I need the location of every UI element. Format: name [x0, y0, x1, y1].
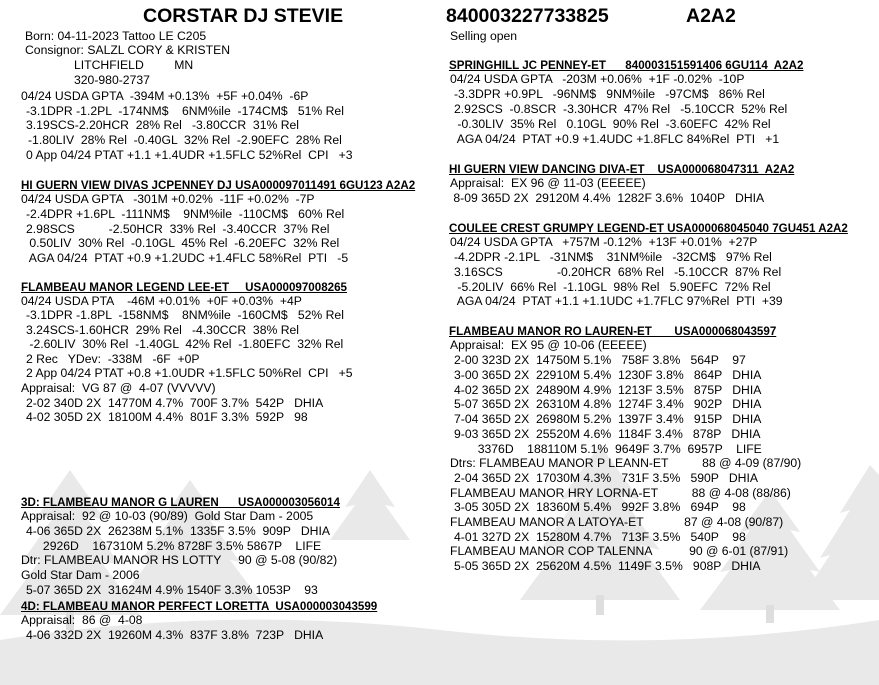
animal-data-line: 04/24 USDA GPTA -394M +0.13% +5F +0.04% -6P	[21, 89, 309, 103]
birth-info: Born: 04-11-2023 Tattoo LE C205	[25, 29, 207, 43]
third-dam-data-line: 2926D 167310M 5.2% 8728F 3.5% 5867P LIFE	[26, 539, 322, 553]
sire-data-line: AGA 04/24 PTAT +0.9 +1.2UDC +1.4FLC 58%Rel PTI -5	[26, 251, 349, 265]
mgs-data-line: 04/24 USDA GPTA -203M +0.06% +1F -0.02% -10P	[450, 72, 745, 86]
sire-data-line: 0.50LIV 30% Rel -0.10GL 45% Rel -6.20EFC 32% Rel	[26, 236, 340, 250]
mggs-data-line: -5.20LIV 66% Rel -1.10GL 98% Rel 5.90EFC 72% Rel	[454, 280, 771, 294]
third-dam-data-line: 5-07 365D 2X 31624M 4.9% 1540F 3.3% 1053P 93	[26, 583, 318, 597]
dam-data-line: 2 App 04/24 PTAT +0.8 +1.0UDR +1.5FLC 50%Rel CPI +5	[26, 366, 353, 380]
mggd-data-line: 9-03 365D 2X 25520M 4.6% 1184F 3.4% 878P DHIA	[454, 427, 761, 441]
mggd-data-line: Appraisal: EX 95 @ 10-06 (EEEEE)	[450, 338, 647, 352]
mggd-data-line: 3-05 305D 2X 18360M 5.4% 992F 3.8% 694P 98	[454, 500, 746, 514]
mgd-data-line: 8-09 365D 2X 29120M 4.4% 1282F 3.6% 1040P DHIA	[450, 191, 765, 205]
mggd-data-line: 5-07 365D 2X 26310M 4.8% 1274F 3.4% 902P DHIA	[454, 397, 762, 411]
fourth-dam-data-line: Appraisal: 86 @ 4-08	[21, 613, 143, 627]
selling-status: Selling open	[450, 29, 518, 43]
animal-data-line: 0 App 04/24 PTAT +1.1 +1.4UDR +1.5FLC 52%Rel CPI +3	[26, 148, 353, 162]
fourth-dam-heading: 4D: FLAMBEAU MANOR PERFECT LORETTA USA000003043599	[21, 600, 378, 613]
sire-data-line: 2.98SCS -2.50HCR 33% Rel -3.40CCR 37% Rel	[26, 222, 330, 236]
beta-casein-grade: A2A2	[686, 5, 736, 27]
mggd-data-line: 5-05 365D 2X 25620M 4.5% 1149F 3.5% 908P DHIA	[454, 559, 761, 573]
mgd-heading: HI GUERN VIEW DANCING DIVA-ET USA000068047311 A2A2	[449, 163, 795, 176]
mggs-data-line: AGA 04/24 PTAT +1.1 +1.1UDC +1.7FLC 97%Rel PTI +39	[454, 294, 783, 308]
dam-data-line: 2 Rec YDev: -338M -6F +0P	[26, 352, 200, 366]
mggs-data-line: 04/24 USDA GPTA +757M -0.12% +13F +0.01% +27P	[450, 235, 758, 249]
mggd-data-line: 4-02 365D 2X 24890M 4.9% 1213F 3.5% 875P DHIA	[454, 383, 762, 397]
animal-data-line: -3.1DPR -1.2PL -174NM$ 6NM%ile -174CM$ 51% Rel	[26, 104, 344, 118]
dam-data-line: 2-02 340D 2X 14770M 4.7% 700F 3.7% 542P DHIA	[26, 396, 324, 410]
third-dam-heading: 3D: FLAMBEAU MANOR G LAUREN USA000003056014	[21, 496, 340, 509]
mggd-data-line: 2-00 323D 2X 14750M 5.1% 758F 3.8% 564P 97	[454, 353, 746, 367]
mggd-data-line: 2-04 365D 2X 17030M 4.3% 731F 3.5% 590P DHIA	[454, 471, 758, 485]
third-dam-data-line: Dtr: FLAMBEAU MANOR HS LOTTY 90 @ 5-08 (90/82)	[21, 553, 338, 567]
mgs-data-line: 2.92SCS -0.8SCR -3.30HCR 47% Rel -5.10CCR 52% Rel	[454, 102, 788, 116]
dam-data-line: 3.24SCS-1.60HCR 29% Rel -4.30CCR 38% Rel	[26, 323, 299, 337]
mggd-data-line: 3376D 188110M 5.1% 9649F 3.7% 6957P LIFE	[454, 442, 762, 456]
animal-data-line: 3.19SCS-2.20HCR 28% Rel -3.80CCR 31% Rel	[26, 118, 299, 132]
dam-data-line: -2.60LIV 30% Rel -1.40GL 42% Rel -1.80EFC 32% Rel	[26, 337, 344, 351]
consignor-phone: 320-980-2737	[74, 73, 150, 87]
dam-heading: FLAMBEAU MANOR LEGEND LEE-ET USA000097008265	[21, 281, 347, 294]
dam-data-line: -3.1DPR -1.8PL -158NM$ 8NM%ile -160CM$ 52% Rel	[26, 308, 344, 322]
mgs-heading: SPRINGHILL JC PENNEY-ET 840003151591406 6GU114 A2A2	[449, 59, 804, 72]
mggd-heading: FLAMBEAU MANOR RO LAUREN-ET USA000068043597	[449, 325, 777, 338]
mggd-data-line: FLAMBEAU MANOR HRY LORNA-ET 88 @ 4-08 (88/86)	[450, 486, 791, 500]
registration-number: 840003227733825	[446, 5, 609, 27]
consignor-location: LITCHFIELD MN	[74, 58, 194, 72]
consignor-name: Consignor: SALZL CORY & KRISTEN	[25, 43, 231, 57]
mgs-data-line: -0.30LIV 35% Rel 0.10GL 90% Rel -3.60EFC 42% Rel	[454, 117, 771, 131]
mggs-heading: COULEE CREST GRUMPY LEGEND-ET USA000068045040 7GU451 A2A2	[449, 222, 848, 235]
mggd-data-line: 3-00 365D 2X 22910M 5.4% 1230F 3.8% 864P DHIA	[454, 368, 762, 382]
third-dam-data-line: Gold Star Dam - 2006	[21, 568, 140, 582]
mgs-data-line: -3.3DPR +0.9PL -96NM$ 9NM%ile -97CM$ 86% Rel	[454, 87, 765, 101]
mggd-data-line: FLAMBEAU MANOR COP TALENNA 90 @ 6-01 (87/91)	[450, 544, 789, 558]
mggd-data-line: FLAMBEAU MANOR A LATOYA-ET 87 @ 4-08 (90/87)	[450, 515, 784, 529]
mggd-data-line: 7-04 365D 2X 26980M 5.2% 1397F 3.4% 915P DHIA	[454, 412, 762, 426]
dam-data-line: 4-02 305D 2X 18100M 4.4% 801F 3.3% 592P 98	[26, 410, 308, 424]
mggs-data-line: -4.2DPR -2.1PL -31NM$ 31NM%ile -32CM$ 97% Rel	[454, 250, 772, 264]
dam-data-line: 04/24 USDA PTA -46M +0.01% +0F +0.03% +4P	[21, 294, 302, 308]
mgd-data-line: Appraisal: EX 96 @ 11-03 (EEEEE)	[450, 176, 646, 190]
mggd-data-line: 4-01 327D 2X 15280M 4.7% 713F 3.5% 540P 98	[454, 530, 746, 544]
third-dam-data-line: Appraisal: 92 @ 10-03 (90/89) Gold Star Dam - 2005	[21, 509, 314, 523]
dam-data-line: Appraisal: VG 87 @ 4-07 (VVVVV)	[21, 381, 216, 395]
animal-name: CORSTAR DJ STEVIE	[143, 5, 344, 27]
mggd-data-line: Dtrs: FLAMBEAU MANOR P LEANN-ET 88 @ 4-09 (87/90)	[450, 456, 802, 470]
fourth-dam-data-line: 4-06 332D 2X 19260M 4.3% 837F 3.8% 723P DHIA	[26, 628, 324, 642]
sire-data-line: -2.4DPR +1.6PL -111NM$ 9NM%ile -110CM$ 60% Rel	[26, 207, 345, 221]
sire-heading: HI GUERN VIEW DIVAS JCPENNEY DJ USA000097011491 6GU123 A2A2	[21, 179, 416, 192]
sire-data-line: 04/24 USDA GPTA -301M +0.02% -11F +0.02% -7P	[21, 192, 315, 206]
mggs-data-line: 3.16SCS -0.20HCR 68% Rel -5.10CCR 87% Rel	[454, 265, 782, 279]
mgs-data-line: AGA 04/24 PTAT +0.9 +1.4UDC +1.8FLC 84%Rel PTI +1	[454, 132, 780, 146]
animal-data-line: -1.80LIV 28% Rel -0.40GL 32% Rel -2.90EFC 28% Rel	[28, 133, 342, 147]
third-dam-data-line: 4-06 365D 2X 26238M 5.1% 1335F 3.5% 909P DHIA	[26, 524, 330, 538]
